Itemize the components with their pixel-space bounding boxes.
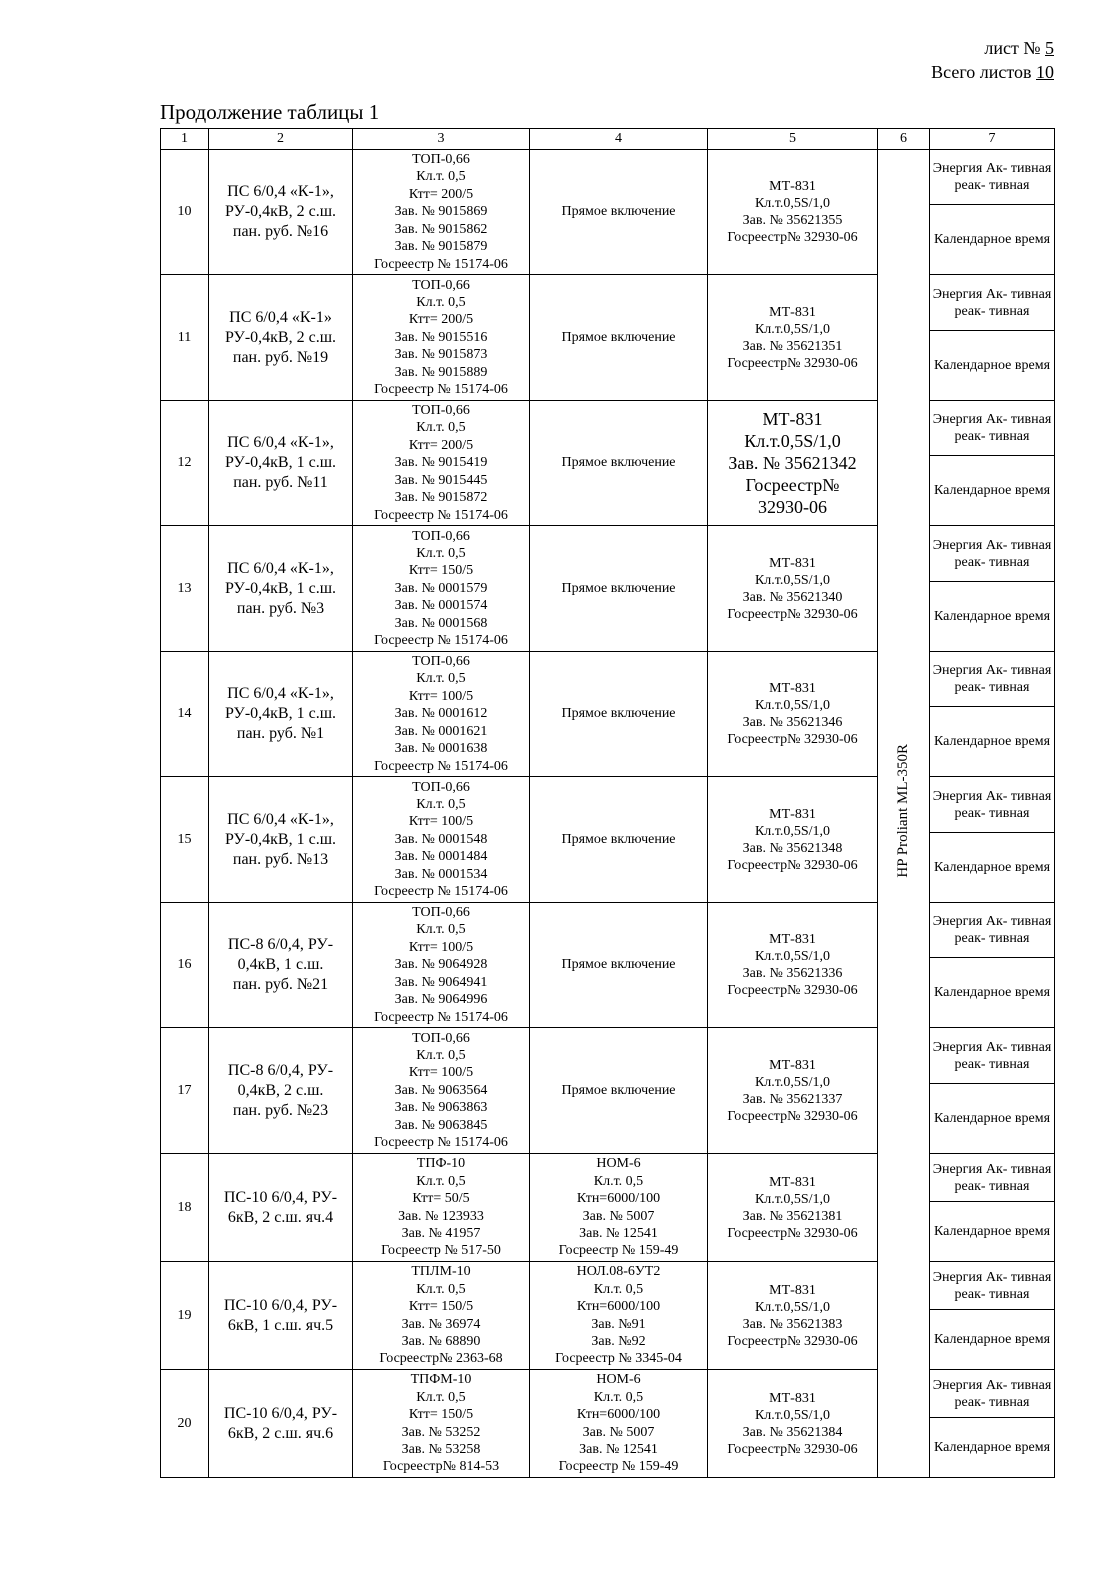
- cell-line: Зав. № 123933: [398, 1208, 484, 1224]
- energy-cell: Энергия Ак- тивная реак- тивная: [930, 1370, 1055, 1418]
- cell-line: Зав. № 9015889: [394, 364, 488, 380]
- energy-cell: Энергия Ак- тивная реак- тивная: [930, 903, 1055, 958]
- voltage-transformer-cell: [530, 1370, 708, 1478]
- meter-cell: [708, 401, 878, 526]
- cell-line: пан. руб. №11: [233, 474, 328, 491]
- cell-line: РУ-0,4кВ, 2 с.ш.: [224, 203, 337, 220]
- row-number: 15: [161, 777, 209, 903]
- column-header: 3: [353, 129, 530, 150]
- calendar-time-cell: Календарное время: [930, 958, 1055, 1028]
- column-header-row: [161, 129, 1055, 150]
- cell-line: РУ-0,4кВ, 1 с.ш.: [224, 454, 337, 471]
- cell-line: Зав. № 35621383: [742, 1316, 843, 1332]
- row-number: 12: [161, 401, 209, 526]
- cell-line: Зав. № 9015445: [394, 472, 488, 488]
- voltage-transformer-cell: Прямое включение: [530, 652, 708, 777]
- calendar-time-cell: Календарное время: [930, 1418, 1055, 1478]
- cell-line: НОМ-6: [596, 1156, 641, 1172]
- cell-line: Зав. № 9064941: [394, 974, 488, 990]
- voltage-transformer-cell: [530, 1154, 708, 1262]
- measurement-table: [160, 128, 1055, 1478]
- cell-line: РУ-0,4кВ, 1 с.ш.: [224, 830, 337, 848]
- cell-line: Ктт= 150/5: [408, 1407, 474, 1423]
- cell-line: Госреестр № 15174-06: [374, 1009, 508, 1025]
- cell-line: Госреестр № 15174-06: [374, 507, 508, 523]
- meter-cell: [708, 1370, 878, 1478]
- cell-line: Зав. № 35621351: [742, 338, 843, 354]
- row-number: 10: [161, 150, 209, 275]
- current-transformer-cell: [353, 150, 530, 275]
- cell-line: ТОП-0,66: [412, 779, 470, 795]
- cell-line: Госреестр№ 32930-06: [727, 230, 858, 245]
- cell-line: МТ-831: [769, 555, 816, 571]
- cell-line: МТ-831: [769, 179, 816, 194]
- cell-line: Ктт= 200/5: [408, 186, 474, 202]
- cell-line: Госреестр№ 2363-68: [379, 1351, 503, 1367]
- cell-line: Зав. № 12541: [579, 1225, 658, 1241]
- cell-line: Зав. № 35621342: [728, 453, 857, 473]
- energy-cell: Энергия Ак- тивная реак- тивная: [930, 652, 1055, 707]
- cell-line: Ктт= 50/5: [412, 1191, 470, 1207]
- energy-cell: Энергия Ак- тивная реак- тивная: [930, 275, 1055, 331]
- cell-line: Ктт= 100/5: [408, 688, 474, 704]
- cell-line: Зав. № 5007: [582, 1424, 655, 1440]
- meter-cell: [708, 526, 878, 652]
- cell-line: Зав. № 0001574: [394, 598, 488, 614]
- cell-line: МТ-831: [769, 1282, 816, 1298]
- location-cell: [209, 275, 353, 401]
- cell-line: Ктн=6000/100: [576, 1299, 661, 1315]
- cell-line: Госреестр № 15174-06: [374, 884, 508, 900]
- cell-line: МТ-831: [769, 806, 816, 822]
- cell-line: МТ-831: [769, 932, 816, 947]
- cell-line: Госреестр№ 32930-06: [727, 355, 858, 371]
- cell-line: НОЛ.08-6УТ2: [576, 1264, 661, 1280]
- current-transformer-cell: [353, 401, 530, 526]
- cell-line: ТОП-0,66: [412, 1030, 470, 1046]
- cell-line: Кл.т. 0,5: [593, 1173, 644, 1189]
- column-header: 1: [161, 129, 209, 150]
- meter-cell: [708, 1154, 878, 1262]
- meter-cell: [708, 777, 878, 903]
- cell-line: пан. руб. №19: [232, 348, 329, 366]
- cell-line: Зав. № 5007: [582, 1208, 655, 1224]
- cell-line: Зав. № 0001484: [394, 849, 488, 865]
- cell-line: ПС 6/0,4 «К-1»: [229, 308, 332, 326]
- column-header: 2: [209, 129, 353, 150]
- cell-line: Зав. № 9015862: [394, 221, 488, 237]
- cell-line: 6кВ, 2 с.ш. яч.4: [227, 1208, 334, 1226]
- cell-line: Зав. № 35621337: [742, 1091, 843, 1107]
- cell-line: Кл.т. 0,5: [416, 796, 466, 812]
- column-header: 5: [708, 129, 878, 150]
- cell-line: Госреестр № 3345-04: [555, 1351, 682, 1367]
- cell-line: Кл.т. 0,5: [416, 1173, 466, 1189]
- cell-line: Ктн=6000/100: [576, 1191, 661, 1207]
- cell-line: Кл.т. 0,5: [416, 169, 466, 185]
- voltage-transformer-cell: Прямое включение: [530, 401, 708, 526]
- cell-line: 0,4кВ, 2 с.ш.: [237, 1081, 324, 1099]
- cell-line: Зав. № 35621381: [742, 1208, 843, 1224]
- cell-line: Кл.т.0,5S/1,0: [744, 431, 841, 451]
- cell-line: ПС 6/0,4 «К-1»,: [227, 810, 334, 828]
- meter-cell: [708, 903, 878, 1028]
- cell-line: Зав. № 0001612: [394, 706, 488, 722]
- cell-line: Госреестр № 159-49: [558, 1243, 679, 1259]
- row-number: 19: [161, 1262, 209, 1370]
- cell-line: Зав. № 9015872: [394, 490, 488, 506]
- current-transformer-cell: [353, 1154, 530, 1262]
- cell-line: Зав. № 68890: [401, 1333, 481, 1349]
- cell-line: Зав. № 36974: [401, 1316, 481, 1332]
- cell-line: Зав. № 9015873: [394, 347, 488, 363]
- voltage-transformer-cell: Прямое включение: [530, 1028, 708, 1154]
- cell-line: ПС-8 6/0,4, РУ-: [227, 1061, 334, 1079]
- row-number: 11: [161, 275, 209, 401]
- cell-line: Зав. № 35621340: [742, 589, 843, 605]
- energy-cell: Энергия Ак- тивная реак- тивная: [930, 401, 1055, 456]
- current-transformer-cell: [353, 1370, 530, 1478]
- cell-line: Ктт= 100/5: [408, 1065, 474, 1081]
- meter-cell: [708, 150, 878, 275]
- calendar-time-cell: Календарное время: [930, 456, 1055, 526]
- cell-line: Зав. № 9063564: [394, 1082, 488, 1098]
- cell-line: Кл.т. 0,5: [416, 671, 466, 687]
- cell-line: Зав. № 9063845: [394, 1117, 488, 1133]
- cell-line: МТ-831: [769, 1390, 816, 1406]
- cell-line: ТПЛМ-10: [411, 1264, 471, 1280]
- cell-line: Зав. № 9015419: [394, 455, 488, 471]
- cell-line: Кл.т. 0,5: [416, 294, 466, 310]
- cell-line: ТПФ-10: [416, 1156, 466, 1172]
- location-cell: [209, 526, 353, 652]
- cell-line: Госреестр№: [745, 475, 840, 495]
- cell-line: Зав. № 35621384: [742, 1424, 843, 1440]
- cell-line: Зав. № 0001568: [394, 615, 488, 631]
- calendar-time-cell: Календарное время: [930, 833, 1055, 903]
- cell-line: Ктт= 150/5: [408, 1299, 474, 1315]
- calendar-time-cell: Календарное время: [930, 707, 1055, 777]
- cell-line: Зав. № 41957: [401, 1225, 481, 1241]
- calendar-time-cell: Календарное время: [930, 1084, 1055, 1154]
- energy-cell: Энергия Ак- тивная реак- тивная: [930, 1028, 1055, 1084]
- cell-line: ПС 6/0,4 «К-1»,: [227, 559, 334, 577]
- table-caption: Продолжение таблицы 1: [160, 100, 380, 124]
- current-transformer-cell: [353, 1028, 530, 1154]
- current-transformer-cell: [353, 275, 530, 401]
- meter-cell: [708, 1028, 878, 1154]
- cell-line: Ктт= 200/5: [408, 437, 474, 453]
- cell-line: ПС-8 6/0,4, РУ-: [227, 936, 334, 953]
- location-cell: [209, 1370, 353, 1478]
- sheet-number: 5: [1045, 38, 1054, 58]
- voltage-transformer-cell: [530, 1262, 708, 1370]
- energy-cell: Энергия Ак- тивная реак- тивная: [930, 526, 1055, 582]
- cell-line: РУ-0,4кВ, 2 с.ш.: [224, 328, 337, 346]
- cell-line: Кл.т. 0,5: [416, 922, 466, 938]
- cell-line: Госреестр № 15174-06: [374, 633, 508, 649]
- voltage-transformer-cell: Прямое включение: [530, 275, 708, 401]
- cell-line: пан. руб. №13: [232, 850, 329, 868]
- cell-line: Ктн=6000/100: [576, 1407, 661, 1423]
- cell-line: пан. руб. №3: [236, 599, 325, 617]
- cell-line: Кл.т. 0,5: [416, 1389, 466, 1405]
- cell-line: 0,4кВ, 1 с.ш.: [237, 956, 324, 973]
- current-transformer-cell: [353, 652, 530, 777]
- cell-line: Госреестр№ 32930-06: [727, 606, 858, 622]
- voltage-transformer-cell: Прямое включение: [530, 903, 708, 1028]
- table-body: [161, 150, 1055, 1478]
- row-number: 14: [161, 652, 209, 777]
- cell-line: Кл.т. 0,5: [416, 1047, 466, 1063]
- sheet-label: лист №: [984, 38, 1041, 58]
- cell-line: Зав. № 0001638: [394, 741, 488, 757]
- cell-line: Госреестр № 15174-06: [374, 758, 508, 774]
- total-sheets-number: 10: [1036, 62, 1054, 82]
- cell-line: Кл.т. 0,5: [416, 1281, 466, 1297]
- location-cell: [209, 777, 353, 903]
- cell-line: Госреестр№ 32930-06: [727, 1441, 858, 1457]
- cell-line: пан. руб. №16: [232, 223, 329, 240]
- server-name: HP Proliant ML-350R: [895, 744, 911, 878]
- cell-line: ПС 6/0,4 «К-1»,: [227, 434, 334, 451]
- calendar-time-cell: Календарное время: [930, 331, 1055, 401]
- page-header: [931, 36, 1054, 84]
- location-cell: [209, 1154, 353, 1262]
- cell-line: ТОП-0,66: [412, 277, 470, 293]
- cell-line: Зав. № 35621348: [742, 840, 843, 856]
- cell-line: Зав. № 53258: [401, 1441, 481, 1457]
- cell-line: Зав. № 9015516: [394, 329, 488, 345]
- cell-line: Госреестр№ 814-53: [382, 1459, 500, 1475]
- cell-line: Зав. № 0001548: [394, 831, 488, 847]
- cell-line: МТ-831: [769, 1174, 816, 1190]
- cell-line: Кл.т. 0,5: [416, 545, 466, 561]
- cell-line: Зав. № 9015879: [394, 239, 488, 255]
- current-transformer-cell: [353, 1262, 530, 1370]
- cell-line: Госреестр № 15174-06: [374, 1135, 508, 1151]
- meter-cell: [708, 652, 878, 777]
- location-cell: [209, 1262, 353, 1370]
- energy-cell: Энергия Ак- тивная реак- тивная: [930, 1262, 1055, 1310]
- cell-line: Кл.т.0,5S/1,0: [754, 1407, 831, 1423]
- cell-line: Зав. № 35621336: [742, 966, 843, 981]
- location-cell: [209, 652, 353, 777]
- cell-line: Госреестр № 15174-06: [374, 382, 508, 398]
- cell-line: Ктт= 150/5: [408, 563, 474, 579]
- cell-line: 32930-06: [758, 497, 827, 517]
- cell-line: Кл.т.0,5S/1,0: [754, 949, 831, 964]
- meter-cell: [708, 1262, 878, 1370]
- column-header: 4: [530, 129, 708, 150]
- cell-line: ПС-10 6/0,4, РУ-: [223, 1188, 338, 1206]
- server-cell: [878, 150, 930, 1478]
- cell-line: пан. руб. №21: [232, 976, 329, 993]
- cell-line: 6кВ, 1 с.ш. яч.5: [227, 1316, 334, 1334]
- cell-line: 6кВ, 2 с.ш. яч.6: [227, 1424, 334, 1442]
- calendar-time-cell: Календарное время: [930, 1202, 1055, 1262]
- cell-line: Зав. № 9015869: [394, 204, 488, 220]
- voltage-transformer-cell: Прямое включение: [530, 150, 708, 275]
- cell-line: Зав. №91: [591, 1316, 646, 1332]
- cell-line: Ктт= 200/5: [408, 312, 474, 328]
- cell-line: Зав. № 35621346: [742, 715, 843, 730]
- cell-line: ПС-10 6/0,4, РУ-: [223, 1404, 338, 1422]
- row-number: 20: [161, 1370, 209, 1478]
- cell-line: Кл.т. 0,5: [593, 1389, 644, 1405]
- cell-line: ТОП-0,66: [412, 403, 470, 419]
- row-number: 18: [161, 1154, 209, 1262]
- cell-line: Зав. № 0001534: [394, 866, 488, 882]
- voltage-transformer-cell: Прямое включение: [530, 777, 708, 903]
- cell-line: Зав. № 9064928: [394, 957, 488, 973]
- cell-line: Госреестр№ 32930-06: [727, 1225, 858, 1241]
- cell-line: Кл.т. 0,5: [416, 420, 466, 436]
- cell-line: ПС-10 6/0,4, РУ-: [223, 1296, 338, 1314]
- cell-line: пан. руб. №23: [232, 1101, 329, 1119]
- cell-line: пан. руб. №1: [236, 725, 325, 742]
- cell-line: Госреестр № 159-49: [558, 1459, 679, 1475]
- cell-line: Госреестр№ 32930-06: [727, 857, 858, 873]
- cell-line: МТ-831: [769, 1057, 816, 1073]
- cell-line: Госреестр№ 32930-06: [727, 983, 858, 998]
- cell-line: Ктт= 100/5: [408, 939, 474, 955]
- current-transformer-cell: [353, 777, 530, 903]
- calendar-time-cell: Календарное время: [930, 205, 1055, 275]
- cell-line: Госреестр № 15174-06: [374, 256, 508, 272]
- calendar-time-cell: Календарное время: [930, 1310, 1055, 1370]
- total-sheets-label: Всего листов: [931, 62, 1032, 82]
- cell-line: ТОП-0,66: [412, 905, 470, 921]
- cell-line: Зав. №92: [591, 1333, 646, 1349]
- cell-line: ТОП-0,66: [412, 528, 470, 544]
- cell-line: Зав. № 0001579: [394, 580, 488, 596]
- voltage-transformer-cell: Прямое включение: [530, 526, 708, 652]
- column-header: 6: [878, 129, 930, 150]
- energy-cell: Энергия Ак- тивная реак- тивная: [930, 1154, 1055, 1202]
- cell-line: ПС 6/0,4 «К-1»,: [227, 183, 334, 200]
- column-header: 7: [930, 129, 1055, 150]
- cell-line: Кл.т.0,5S/1,0: [754, 823, 831, 839]
- cell-line: Кл.т.0,5S/1,0: [754, 1191, 831, 1207]
- location-cell: [209, 903, 353, 1028]
- cell-line: Кл.т.0,5S/1,0: [754, 321, 831, 337]
- current-transformer-cell: [353, 903, 530, 1028]
- cell-line: ПС 6/0,4 «К-1»,: [227, 685, 334, 702]
- cell-line: Госреестр№ 32930-06: [727, 1333, 858, 1349]
- cell-line: РУ-0,4кВ, 1 с.ш.: [224, 579, 337, 597]
- cell-line: Ктт= 100/5: [408, 814, 474, 830]
- row-number: 13: [161, 526, 209, 652]
- row-number: 16: [161, 903, 209, 1028]
- cell-line: Зав. № 53252: [401, 1424, 481, 1440]
- cell-line: Госреестр№ 32930-06: [727, 1108, 858, 1124]
- cell-line: Госреестр№ 32930-06: [727, 732, 858, 747]
- cell-line: Зав. № 12541: [579, 1441, 658, 1457]
- total-sheets-line: [931, 60, 1054, 84]
- table-row: [161, 150, 1055, 205]
- cell-line: Зав. № 0001621: [394, 723, 488, 739]
- cell-line: Зав. № 9064996: [394, 992, 488, 1008]
- energy-cell: Энергия Ак- тивная реак- тивная: [930, 150, 1055, 205]
- calendar-time-cell: Календарное время: [930, 582, 1055, 652]
- cell-line: Кл.т. 0,5: [593, 1281, 644, 1297]
- cell-line: Кл.т.0,5S/1,0: [754, 196, 831, 211]
- cell-line: Зав. № 9063863: [394, 1100, 488, 1116]
- energy-cell: Энергия Ак- тивная реак- тивная: [930, 777, 1055, 833]
- location-cell: [209, 150, 353, 275]
- cell-line: МТ-831: [769, 681, 816, 696]
- cell-line: НОМ-6: [596, 1372, 641, 1388]
- location-cell: [209, 401, 353, 526]
- cell-line: Кл.т.0,5S/1,0: [754, 572, 831, 588]
- cell-line: МТ-831: [762, 409, 823, 429]
- current-transformer-cell: [353, 526, 530, 652]
- row-number: 17: [161, 1028, 209, 1154]
- sheet-number-line: [931, 36, 1054, 60]
- cell-line: Кл.т.0,5S/1,0: [754, 698, 831, 713]
- cell-line: РУ-0,4кВ, 1 с.ш.: [224, 705, 337, 722]
- cell-line: ТОП-0,66: [412, 152, 470, 168]
- location-cell: [209, 1028, 353, 1154]
- cell-line: Кл.т.0,5S/1,0: [754, 1299, 831, 1315]
- cell-line: ТПФМ-10: [410, 1372, 472, 1388]
- cell-line: ТОП-0,66: [412, 654, 470, 670]
- cell-line: Госреестр № 517-50: [381, 1243, 501, 1259]
- cell-line: Кл.т.0,5S/1,0: [754, 1074, 831, 1090]
- meter-cell: [708, 275, 878, 401]
- cell-line: Зав. № 35621355: [742, 213, 843, 228]
- cell-line: МТ-831: [769, 304, 816, 320]
